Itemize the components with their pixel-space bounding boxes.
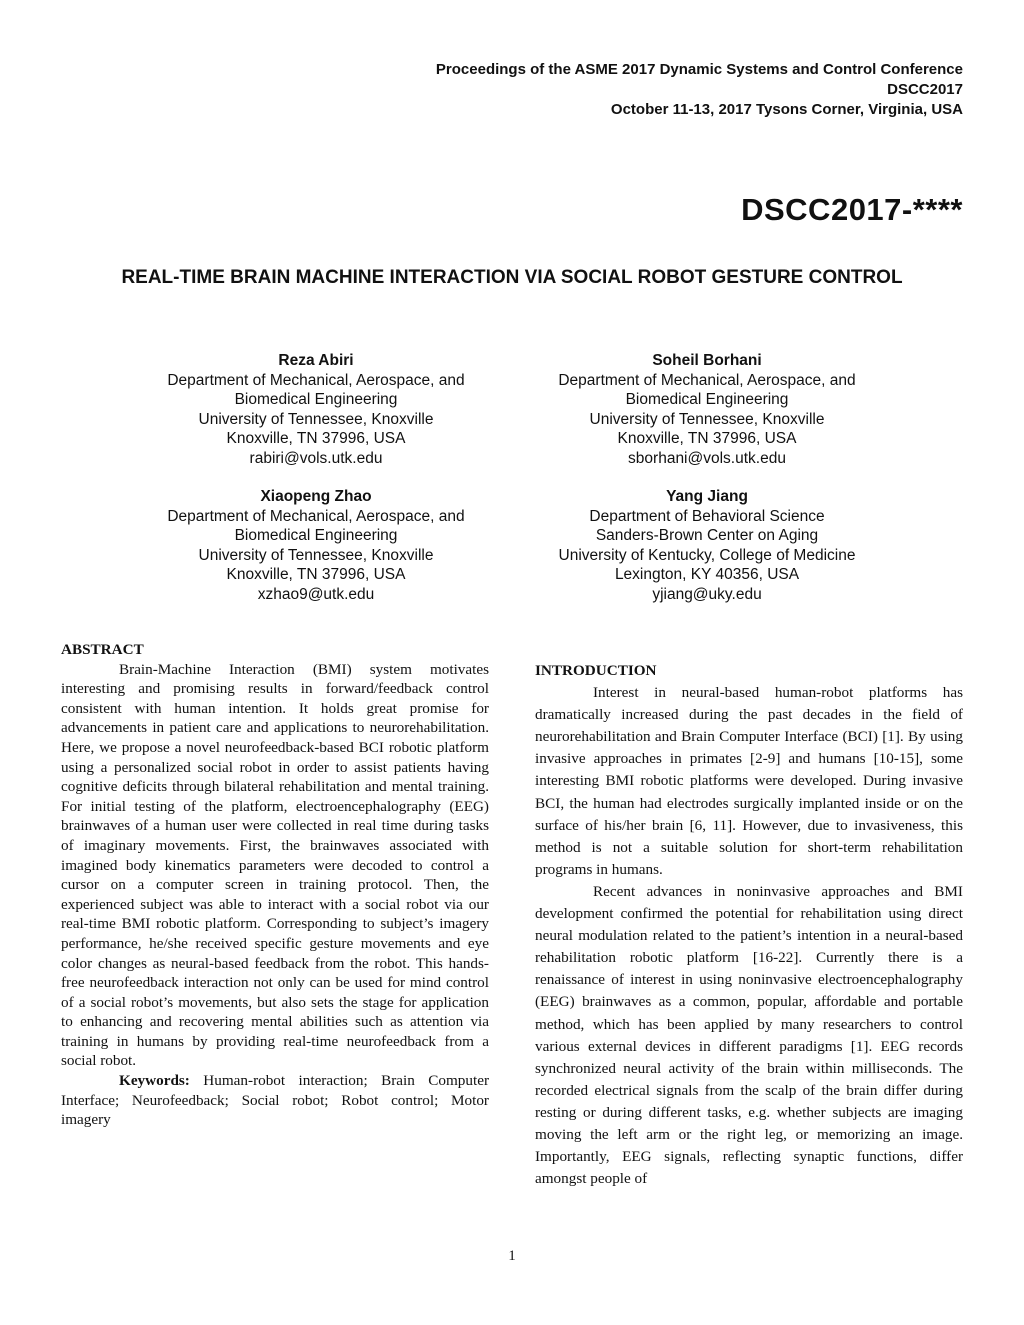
author-block xyxy=(116,487,516,604)
proceedings-line: Proceedings of the ASME 2017 Dynamic Systems and Control Conference xyxy=(435,61,963,78)
author-email: yjiang@uky.edu xyxy=(652,585,762,603)
author-email: rabiri@vols.utk.edu xyxy=(249,449,383,467)
abstract-section xyxy=(61,640,489,1130)
page-number: 1 xyxy=(508,1248,516,1264)
introduction-paragraph: Recent advances in noninvasive approaches and BMI development confirmed the potential for rehabilitation using direct neural modulation related to the patient’s intention in a neural-based rehabilitation robotic platform [16-22]. Currently there is a renaissance of interest in using noninvasive electroencephalography (EEG) brainwaves as a common, popular, affordable and portable method, which has been applied by many researchers to control various external devices in different paradigms [1]. EEG records synchronized neural activity of the brain within milliseconds. The recorded electrical signals from the scalp of the brain differ during resting or during different tasks, e.g. whether subjects are imaging moving the left arm or the right leg, or memorizing an image. Importantly, EEG signals, reflecting synaptic functions, differ amongst people of xyxy=(535,882,963,1188)
introduction-section xyxy=(535,660,963,1190)
author-affiliation: Department of Behavioral Science xyxy=(589,507,825,525)
introduction-heading: INTRODUCTION xyxy=(535,662,657,679)
author-name: Xiaopeng Zhao xyxy=(260,488,372,505)
author-block xyxy=(116,351,516,468)
author-block xyxy=(507,487,907,604)
author-name: Reza Abiri xyxy=(278,352,354,369)
keywords-paragraph xyxy=(61,1071,489,1130)
author-affiliation: Biomedical Engineering xyxy=(625,391,789,408)
author-email: xzhao9@utk.edu xyxy=(257,585,375,603)
keywords-label: Keywords: xyxy=(119,1072,190,1090)
author-affiliation: University of Tennessee, Knoxville xyxy=(589,410,825,428)
paper-title: REAL-TIME BRAIN MACHINE INTERACTION VIA SOCIAL ROBOT GESTURE CONTROL xyxy=(121,267,903,288)
author-name: Soheil Borhani xyxy=(652,352,762,369)
abstract-text: Brain-Machine Interaction (BMI) system motivates interesting and promising results in forward/feedback control consistent with human intention. It holds great promise for advancements in patient care and applications to neurorehabilitation. Here, we propose a novel neurofeedback-based BCI robotic platform using a personalized social robot in order to assist patients having cognitive deficits through bilateral rehabilitation and mental training. For initial testing of the platform, electroencephalography (EEG) brainwaves of a human user were collected in real time during tasks of imaginary movements. First, the brainwaves associated with imagined body kinematics parameters were decoded to control a cursor on a computer screen in training protocol. Then, the experienced subject was able to interact with a social robot via our real-time BMI robotic platform. Corresponding to subject’s imagery performance, he/she received specific gesture movements and eye color changes as neural-based feedback from the robot. This hands-free neurofeedback interaction not only can be used for mind control of a social robot’s movements, but also sets the stage for application to enhancing and recovering mental abilities such as attention via training in humans by providing real-time neurofeedback from a social robot. xyxy=(61,660,489,1070)
author-affiliation: University of Kentucky, College of Medicine xyxy=(558,546,856,564)
author-affiliation: Department of Mechanical, Aerospace, and xyxy=(167,371,465,389)
author-affiliation: Department of Mechanical, Aerospace, and xyxy=(167,507,465,525)
keywords-text: Human-robot interaction; Brain Computer Interface; Neurofeedback; Social robot; Robot control; Motor imagery xyxy=(61,1072,489,1129)
conference-dates-location: October 11-13, 2017 Tysons Corner, Virginia, USA xyxy=(610,101,963,118)
author-affiliation: Sanders-Brown Center on Aging xyxy=(595,527,819,544)
author-block xyxy=(507,351,907,468)
author-affiliation: University of Tennessee, Knoxville xyxy=(198,410,434,428)
author-address: Knoxville, TN 37996, USA xyxy=(226,566,406,583)
author-address: Knoxville, TN 37996, USA xyxy=(617,430,797,447)
author-affiliation: Department of Mechanical, Aerospace, and xyxy=(558,371,856,389)
author-affiliation: University of Tennessee, Knoxville xyxy=(198,546,434,564)
conference-code: DSCC2017 xyxy=(887,81,963,98)
conference-header xyxy=(436,60,963,120)
abstract-heading: ABSTRACT xyxy=(61,641,144,658)
author-email: sborhani@vols.utk.edu xyxy=(628,449,786,467)
author-address: Knoxville, TN 37996, USA xyxy=(226,430,406,447)
author-name: Yang Jiang xyxy=(666,488,748,505)
author-address: Lexington, KY 40356, USA xyxy=(614,566,800,583)
author-affiliation: Biomedical Engineering xyxy=(234,527,398,544)
paper-number: DSCC2017-**** xyxy=(741,192,963,227)
author-affiliation: Biomedical Engineering xyxy=(234,391,398,408)
introduction-paragraph: Interest in neural-based human-robot platforms has dramatically increased during the past decades in the field of neurorehabilitation and Brain Computer Interface (BCI) [1]. By using invasive approaches in primates [2-9] and humans [10-15], some interesting BMI robotic platforms were developed. During invasive BCI, the human had electrodes surgically implanted inside or on the surface of his/her brain [6, 11]. However, due to invasiveness, this method is not a suitable solution for short-term rehabilitation programs in humans. xyxy=(535,684,963,878)
